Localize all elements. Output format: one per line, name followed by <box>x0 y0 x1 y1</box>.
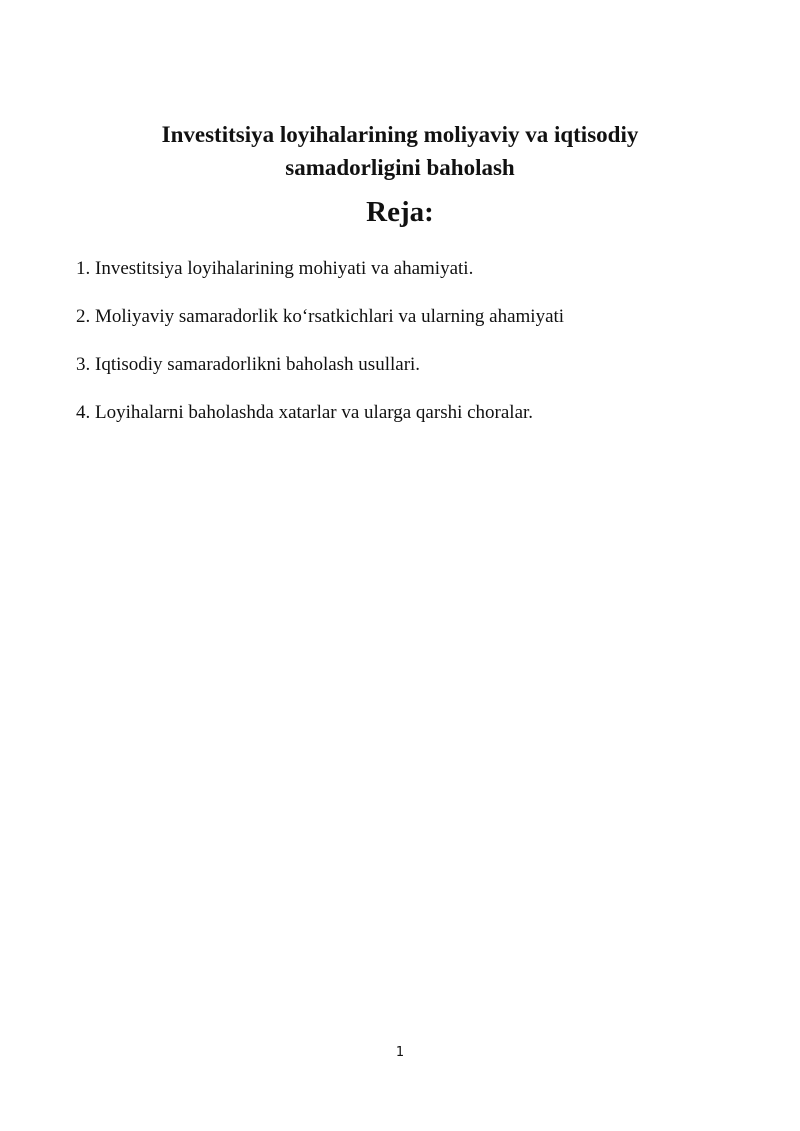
document-title <box>0 118 800 184</box>
plan-item-2: 2. Moliyaviy samaradorlik ko‘rsatkichlari va ularning ahamiyati <box>76 306 565 327</box>
page-number: 1 <box>395 1045 405 1060</box>
plan-item-3: 3. Iqtisodiy samaradorlikni baholash usullari. <box>76 354 421 375</box>
plan-item-4: 4. Loyihalarni baholashda xatarlar va ularga qarshi choralar. <box>76 402 534 423</box>
document-title-line-2: samadorligini baholash <box>285 155 515 180</box>
plan-list <box>76 256 756 448</box>
plan-heading: Reja: <box>366 196 434 228</box>
plan-item-1: 1. Investitsiya loyihalarining mohiyati va ahamiyati. <box>76 258 474 279</box>
document-title-line-1: Investitsiya loyihalarining moliyaviy va iqtisodiy <box>161 122 639 147</box>
